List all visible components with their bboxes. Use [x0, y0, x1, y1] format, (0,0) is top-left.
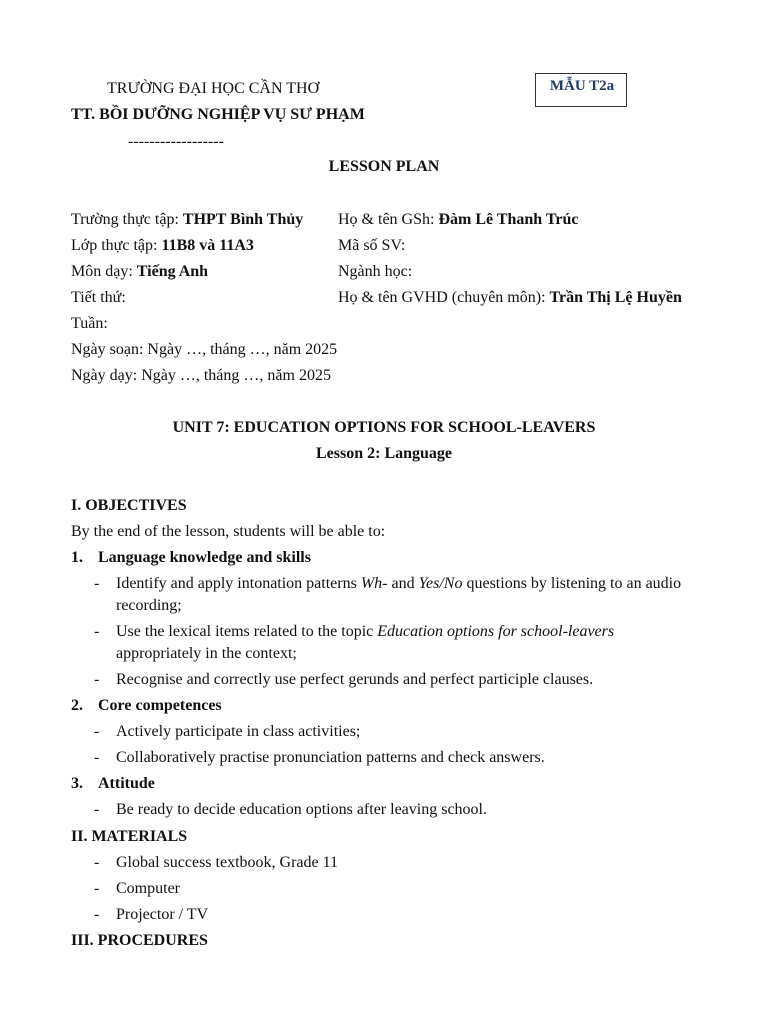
objective-item: Recognise and correctly use perfect gerunds and perfect participle clauses.	[116, 671, 594, 688]
school-value: THPT Bình Thủy	[182, 211, 304, 228]
objective-text: questions by listening to an audio	[462, 575, 682, 592]
objective-item	[116, 575, 681, 593]
section-title-knowledge: Language knowledge and skills	[98, 549, 311, 566]
section-title-competences: Core competences	[98, 697, 222, 714]
objective-item: Collaboratively practise pronunciation patterns and check answers.	[116, 749, 545, 766]
class-label: Lớp thực tập:	[71, 237, 162, 254]
objectives-heading: I. OBJECTIVES	[71, 497, 187, 514]
objective-item	[116, 623, 614, 641]
section-number: 3.	[71, 775, 83, 792]
objective-text: and	[387, 575, 419, 592]
student-value: Đàm Lê Thanh Trúc	[438, 211, 579, 228]
objective-emphasis: Education options for school-leavers	[377, 623, 615, 640]
school-line	[71, 211, 303, 229]
bullet-dash: -	[94, 671, 100, 688]
school-label: Trường thực tập:	[71, 211, 183, 228]
week-label: Tuần:	[71, 315, 108, 332]
objective-continuation: appropriately in the context;	[116, 645, 297, 662]
student-id-label: Mã số SV:	[338, 237, 406, 254]
bullet-dash: -	[94, 880, 100, 897]
supervisor-line	[338, 289, 682, 307]
bullet-dash: -	[94, 854, 100, 871]
bullet-dash: -	[94, 723, 100, 740]
document-title: LESSON PLAN	[328, 158, 440, 175]
objectives-intro: By the end of the lesson, students will be able to:	[71, 523, 386, 540]
procedures-heading: III. PROCEDURES	[71, 932, 208, 949]
bullet-dash: -	[94, 906, 100, 923]
supervisor-label: Họ & tên GVHD (chuyên môn):	[338, 289, 550, 306]
objective-item: Actively participate in class activities;	[116, 723, 361, 740]
subject-label: Môn dạy:	[71, 263, 137, 280]
student-line	[338, 211, 578, 229]
objective-text: Identify and apply intonation patterns	[116, 575, 361, 592]
bullet-dash: -	[94, 575, 100, 592]
bullet-dash: -	[94, 623, 100, 640]
section-number: 1.	[71, 549, 83, 566]
supervisor-value: Trần Thị Lệ Huyền	[549, 289, 682, 306]
section-title-attitude: Attitude	[98, 775, 155, 792]
header-divider: ------------------	[128, 133, 224, 150]
teach-date: Ngày dạy: Ngày …, tháng …, năm 2025	[71, 367, 331, 384]
class-line	[71, 237, 254, 255]
material-item: Global success textbook, Grade 11	[116, 854, 339, 871]
lesson-title: Lesson 2: Language	[315, 445, 453, 462]
objective-text: Use the lexical items related to the topic	[116, 623, 378, 640]
center-name: TT. BỒI DƯỠNG NGHIỆP VỤ SƯ PHẠM	[71, 106, 365, 123]
material-item: Computer	[116, 880, 180, 897]
objective-item: Be ready to decide education options after leaving school.	[116, 801, 487, 818]
subject-value: Tiếng Anh	[136, 263, 209, 280]
period-label: Tiết thứ:	[71, 289, 126, 306]
form-code: MẪU T2a	[549, 78, 615, 94]
prep-date: Ngày soạn: Ngày …, tháng …, năm 2025	[71, 341, 338, 358]
student-label: Họ & tên GSh:	[338, 211, 439, 228]
major-label: Ngành học:	[338, 263, 413, 280]
unit-title: UNIT 7: EDUCATION OPTIONS FOR SCHOOL-LEAVERS	[172, 419, 596, 436]
form-code-box	[535, 73, 627, 107]
bullet-dash: -	[94, 801, 100, 818]
class-value: 11B8 và 11A3	[161, 237, 254, 254]
subject-line	[71, 263, 208, 281]
objective-emphasis: Yes/No	[418, 575, 463, 592]
objective-emphasis: Wh-	[360, 575, 388, 592]
section-number: 2.	[71, 697, 83, 714]
university-name: TRƯỜNG ĐẠI HỌC CẦN THƠ	[107, 80, 320, 97]
materials-heading: II. MATERIALS	[71, 828, 188, 845]
material-item: Projector / TV	[116, 906, 209, 923]
bullet-dash: -	[94, 749, 100, 766]
objective-continuation: recording;	[116, 597, 182, 614]
